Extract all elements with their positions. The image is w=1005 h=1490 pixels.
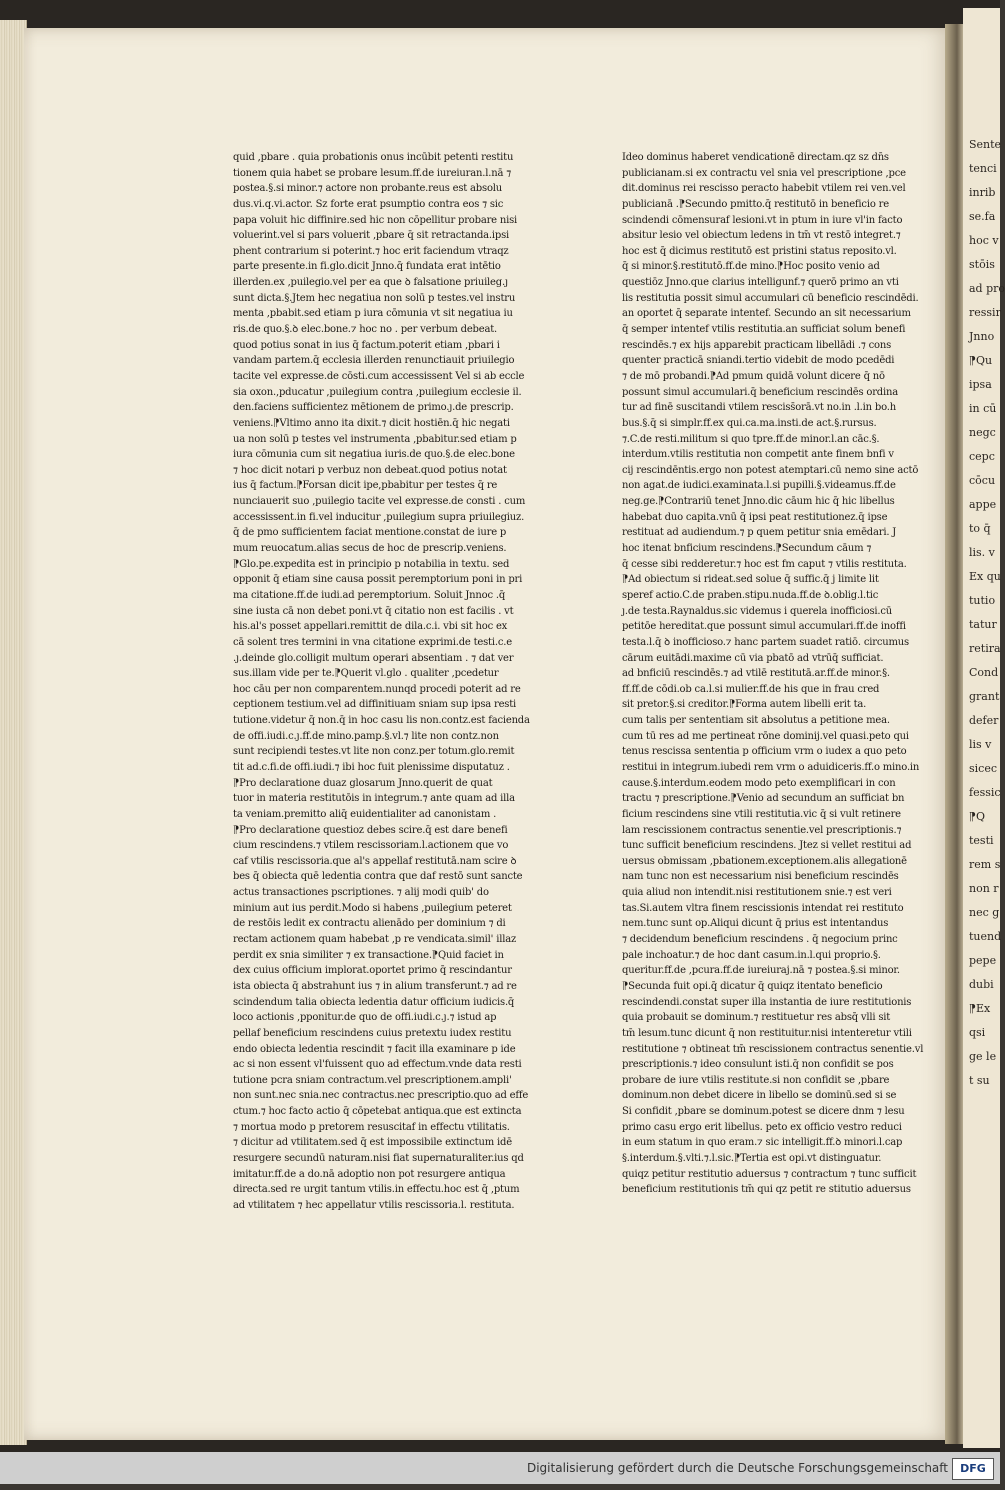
text-line: tas.Si.autem vltra finem rescissionis intendat rei restituto <box>622 902 904 914</box>
right-page-fragment: Sente <box>969 138 1002 151</box>
text-line: illerden.ex ,puilegio.vel per ea que ꝺ falsatione priuileg.ȷ <box>233 277 508 289</box>
text-line: ta veniam.premitto aliq̄ euidentialiter ad canonistam . <box>233 808 497 820</box>
text-line: ceptionem testium.vel ad diffinitiuam sniam sup ipsa resti <box>233 699 517 711</box>
right-page-fragment: ad pro <box>969 282 1005 295</box>
right-page-fragment: dubi <box>969 978 994 991</box>
text-line: cā solent tres termini in vna citatione exprimi.de testi.c.e <box>233 636 512 648</box>
right-page-fragment: Ex qu <box>969 570 1001 583</box>
text-line: ⁋Glo.pe.expedita est in principio p notabilia in textu. sed <box>233 558 510 570</box>
text-line: ⁋Pro declaratione questioz debes scire.q̄ est dare benefi <box>233 824 508 836</box>
text-line: ma citatione.ff.de iudi.ad peremptorium. Soluit Jnnoc .q̄ <box>233 589 506 601</box>
text-column-left <box>233 150 530 1490</box>
text-line: habebat duo capita.vnū q̄ ipsi peat restitutionez.q̄ ipse <box>622 511 888 523</box>
text-line: beneficium restitutionis tm̄ qui qz petit re stitutio aduersus <box>622 1184 911 1196</box>
text-line: dit.dominus rei rescisso peracto habebit vtilem rei ven.vel <box>622 183 906 195</box>
text-line: tractu ⁊ prescriptione.⁋Venio ad secundum an sufficiat bn <box>622 793 905 805</box>
text-line: publicianā .⁋Secundo pmitto.q̄ restitutō in beneficio re <box>622 198 889 210</box>
text-line: parte presente.in fi.glo.dicit Jnno.q̄ fundata erat intētio <box>233 261 501 273</box>
text-line: tutione pcra sniam contractum.vel prescriptionem.ampli' <box>233 1074 512 1086</box>
right-page-fragment: grant <box>969 690 1000 703</box>
footer-credit: Digitalisierung gefördert durch die Deutsche Forschungsgemeinschaft <box>526 1461 948 1475</box>
text-line: possunt simul accumulari.q̄ beneficium rescindēs ordina <box>622 386 898 398</box>
text-line: ff.ff.de cōdi.ob ca.l.si mulier.ff.de his que in frau cred <box>622 683 880 695</box>
text-line: cum tū res ad me pertineat rōne dominij.vel quasi.peto qui <box>622 730 909 742</box>
text-line: imitatur.ff.de a do.nā adoptio non pot resurgere antiqua <box>233 1168 506 1180</box>
text-line: hoc est q̄ dicimus restitutō est pristini status reposito.vl. <box>622 245 897 257</box>
text-line: absitur lesio vel obiectum ledens in tm̄ vt restō integret.⁊ <box>622 230 901 242</box>
text-line: dex cuius officium implorat.oportet primo q̄ rescindantur <box>233 965 512 977</box>
text-line: q̄ cesse sibi redderetur.⁊ hoc est fm caput ⁊ vtilis restituta. <box>622 558 907 570</box>
text-line: resurgere secundū naturam.nisi fiat supernaturaliter.ius qd <box>233 1153 524 1164</box>
text-line: menta ,pbabit.sed etiam p iura cōmunia vt sit negatiua iu <box>233 308 513 320</box>
text-line: postea.§.si minor.⁊ actore non probante.reus est absolu <box>233 183 503 195</box>
text-line: ista obiecta q̄ abstrahunt ius ⁊ in alium transferunt.⁊ ad re <box>233 980 517 992</box>
text-line: cij rescindēntis.ergo non potest atemptari.cū nemo sine actō <box>622 464 919 476</box>
text-line: non agat.de iudici.examinata.l.si pupilli.§.videamus.ff.de <box>622 480 896 492</box>
right-page-fragment: tatur <box>969 618 997 631</box>
right-page-fragment: cōcu <box>969 474 996 487</box>
text-line: .ȷ.deinde glo.colligit multum operari absentiam . ⁊ dat ver <box>233 652 514 664</box>
right-page-fragment: retira <box>969 642 1001 655</box>
text-line: directa.sed re urgit tantum vtilis.in effectu.hoc est q̄ ,ptum <box>233 1184 520 1196</box>
text-line: Ideo dominus haberet vendicationē directam.qz sz dn̄s <box>622 152 889 163</box>
right-page-fragment: non r <box>969 882 999 895</box>
text-line: scindendum talia obiecta ledentia datur officium iudicis.q̄ <box>233 996 515 1008</box>
right-page-fragment: Cond <box>969 666 999 679</box>
text-line: sunt recipiendi testes.vt lite non conz.per totum.glo.remit <box>233 746 515 758</box>
text-line: non sunt.nec snia.nec contractus.nec prescriptio.quo ad effe <box>233 1090 529 1102</box>
right-page-fragment: pepe <box>969 954 997 967</box>
text-line: ad bnficiū rescindēs.⁊ ad vtilē restitutā.ar.ff.de minor.§. <box>622 668 890 680</box>
text-line: rescindendi.constat super illa instantia de iure restitutionis <box>622 996 912 1008</box>
text-line: rescindēs.⁊ ex hijs apparebit practicam libellādi .⁊ cons <box>622 339 892 351</box>
text-line: de offi.iudi.c.ȷ.ff.de mino.pamp.§.vl.⁊ lite non contz.non <box>233 730 499 742</box>
right-page-fragment: tuend <box>969 930 1002 943</box>
text-line: ȷ.de testa.Raynaldus.sic videmus i querela inofficiosi.cū <box>622 605 893 617</box>
text-line: tunc sufficit beneficium rescindens. Jtez si vellet restitui ad <box>622 840 912 852</box>
text-line: cause.§.interdum.eodem modo peto exemplificari in con <box>622 777 896 789</box>
right-page-fragment: ⁋Ex <box>969 1002 991 1015</box>
text-line: restitutione ⁊ obtineat tm̄ rescissionem contractus senentie.vl <box>622 1043 924 1055</box>
right-page-fragment: ⁋Qu <box>969 354 993 367</box>
text-line: ad vtilitatem ⁊ hec appellatur vtilis rescissoria.l. restituta. <box>233 1199 515 1211</box>
text-line: probare de iure vtilis restitute.si non confidit se ,pbare <box>622 1074 890 1086</box>
text-line: perdit ex snia similiter ⁊ ex transactione.⁋Quid faciet in <box>233 949 504 961</box>
right-page-fragment: defer <box>969 714 999 727</box>
text-line: ⁊ mortua modo p pretorem resuscitaf in effectu vtilitatis. <box>233 1121 510 1133</box>
text-line: sine iusta cā non debet poni.vt q̄ citatio non est facilis . vt <box>233 605 514 617</box>
text-line: pellaf beneficium rescindens cuius pretextu iudex restitu <box>233 1027 512 1039</box>
dfg-logo: DFG <box>952 1458 994 1480</box>
text-line: cum talis per sententiam sit absolutus a petitione mea. <box>622 715 890 727</box>
text-line: an oportet q̄ separate intentef. Secundo an sit necessarium <box>622 308 911 320</box>
text-line: tenus rescissa sententia p officium vrm o iudex a quo peto <box>622 746 907 758</box>
text-line: accessissent.in fi.vel inducitur ,puilegium supra priuilegiuz. <box>233 511 525 523</box>
text-line: de restōis ledit ex contractu alienādo per dominium ⁊ di <box>233 918 506 930</box>
right-page-fragment: Jnno <box>969 330 995 343</box>
text-line: voluerint.vel si pars voluerit ,pbare q̄ sit retractanda.ipsi <box>233 230 510 242</box>
text-line: interdum.vtilis restitutia non competit ante finem bnfi v <box>622 449 894 461</box>
text-line: restitui in integrum.iubedi rem vrm o aduidiceris.ff.o mino.in <box>622 761 920 773</box>
text-line: uersus obmissam ,pbationem.exceptionem.alis allegationē <box>622 855 907 867</box>
page-edges <box>0 20 27 1445</box>
text-line: opponit q̄ etiam sine causa possit peremptorium poni in pri <box>233 574 523 586</box>
right-page-fragment: ipsa <box>969 378 992 391</box>
text-line: ctum.⁊ hoc facto actio q̄ cōpetebat antiqua.que est extincta <box>233 1106 522 1118</box>
right-page-edge <box>963 8 1005 1448</box>
text-line: hoc cāu per non comparentem.nunqd procedi poterit ad re <box>233 683 521 695</box>
text-line: tm̄ lesum.tunc dicunt q̄ non restituitur.nisi intenteretur vtili <box>622 1027 912 1039</box>
text-line: ⁋Ad obiectum si rideat.sed solue q̄ suffic.q̄ j limite lit <box>622 574 879 586</box>
text-line: ⁊ decidendum beneficium rescindens . q̄ negocium princ <box>622 934 898 946</box>
text-line: sus.illam vide per te.⁋Querit vl.glo . qualiter ,pcedetur <box>233 668 499 680</box>
text-line: pale inchoatur.⁊ de hoc dant casum.in.l.qui proprio.§. <box>622 949 881 961</box>
right-page-fragment: appe <box>969 498 997 511</box>
text-line: ⁊ de mō probandi.⁋Ad pmum quidā volunt dicere q̄ nō <box>622 370 885 382</box>
text-line: nam tunc non est necessarium nisi beneficium rescindēs <box>622 871 899 883</box>
text-line: sit pretor.§.si creditor.⁋Forma autem libelli erit ta. <box>622 699 867 711</box>
text-line: questiōz Jnno.que clarius intelligunf.⁊ querō primo an vti <box>622 277 899 289</box>
text-line: ua non solū p testes vel instrumenta ,pbabitur.sed etiam p <box>233 433 517 445</box>
right-page-fragment: lis v <box>969 738 992 751</box>
text-line: ris.de quo.§.ꝺ elec.bone.⁊ hoc no . per verbum debeat. <box>233 324 498 336</box>
text-line: cium rescindens.⁊ vtilem rescissoriam.l.actionem que vo <box>233 840 509 852</box>
text-line: cārum euitādi.maxime cū via pbatō ad vtrūq̄ sufficiat. <box>622 652 884 664</box>
text-line: in eum statum in quo eram.⁊ sic intelligit.ff.ꝺ minori.l.cap <box>622 1137 903 1149</box>
text-line: rectam actionem quam habebat ,p re vendicata.simil' illaz <box>233 934 517 946</box>
right-page-fragment: ge le <box>969 1050 997 1063</box>
text-line: sia oxon.,pducatur ,puilegium contra ,puilegium ecclesie il. <box>233 386 522 398</box>
text-line: quia probauit se dominum.⁊ restituetur res absq̄ vlli sit <box>622 1012 891 1024</box>
text-line: his.al's posset appellari.remittit de dila.c.i. vbi sit hoc ex <box>233 621 508 633</box>
text-line: tacite vel expresse.de cōsti.cum accessissent Vel si ab eccle <box>233 370 525 382</box>
right-page-fragment: in cū <box>969 402 997 415</box>
text-line: ⁊ hoc dicit notari p verbuz non debeat.quod potius notat <box>233 464 507 476</box>
right-page-fragment: ressir <box>969 306 1001 319</box>
text-line: actus transactiones pscriptiones. ⁊ alij modi quib' do <box>233 887 489 899</box>
text-line: vandam partem.q̄ ecclesia illerden renunctiauit priuilegio <box>233 355 515 367</box>
right-page-fragment: t su <box>969 1074 990 1087</box>
text-line: hoc itenat bnficium rescindens.⁋Secundum cāum ⁊ <box>622 543 872 555</box>
text-line: tit ad.c.fi.de offi.iudi.⁊ ibi hoc fuit plenissime disputatuz . <box>233 761 510 773</box>
text-line: ⁋Pro declaratione duaz glosarum Jnno.querit de quat <box>233 777 493 789</box>
text-line: tur ad finē suscitandi vtilem resciss̄orā.vt no.in .l.in bo.h <box>622 402 896 414</box>
text-line: dominum.non debet dicere in libello se dominū.sed si se <box>622 1090 897 1102</box>
book-gutter <box>945 24 965 1444</box>
text-line: restituat ad audiendum.⁊ p quem petitur snia emēdari. J <box>622 527 897 539</box>
right-page-fragment: hoc v <box>969 234 999 247</box>
right-page-fragment: rem s <box>969 858 1001 871</box>
text-line: tutione.videtur q̄ non.q̄ in hoc casu lis non.contz.est facienda <box>233 715 530 727</box>
text-line: Si confidit ,pbare se dominum.potest se dicere dnm ⁊ lesu <box>622 1106 905 1118</box>
text-line: §.interdum.§.vlti.⁊.l.sic.⁋Tertia est opi.vt distinguatur. <box>622 1153 882 1164</box>
text-line: tuor in materia restitutōis in integrum.⁊ ante quam ad illa <box>233 793 515 805</box>
text-line: ficium rescindens sine vtili restitutia.vic q̄ si vult retinere <box>622 808 901 820</box>
text-line: phent contrarium si poterint.⁊ hoc erit faciendum vtraqz <box>233 245 509 257</box>
right-page-fragment: lis. v <box>969 546 995 559</box>
text-line: quid ,pbare . quia probationis onus incūbit petenti restitu <box>233 152 514 163</box>
right-page-fragment: cepc <box>969 450 995 463</box>
text-line: quenter practicā sniandi.tertio videbit de modo pcedēdi <box>622 355 895 367</box>
text-line: sunt dicta.§.Jtem hec negatiua non solū p testes.vel instru <box>233 292 516 304</box>
text-line: bus.§.q̄ si simplr.ff.ex qui.ca.ma.insti.de act.§.rursus. <box>622 417 877 429</box>
text-line: den.faciens sufficientez mētionem de primo.ȷ.de prescrip. <box>233 402 514 414</box>
text-line: iura cōmunia cum sit negatiua iuris.de quo.§.de elec.bone <box>233 449 515 461</box>
right-page-fragment: nec g <box>969 906 1000 919</box>
footer-bar <box>0 1452 1000 1484</box>
text-line: mum reuocatum.alias secus de hoc de prescrip.veniens. <box>233 543 507 555</box>
right-page-fragment: se.fa <box>969 210 996 223</box>
text-line: quiqz petitur restitutio aduersus ⁊ contractum ⁊ tunc sufficit <box>622 1168 917 1180</box>
text-line: scindendi cōmensuraf lesioni.vt in ptum in iure vl'in facto <box>622 214 903 226</box>
text-line: ⁊ dicitur ad vtilitatem.sed q̄ est impossibile extinctum idē <box>233 1137 512 1149</box>
text-line: nem.tunc sunt op.Aliqui dicunt q̄ prius est intentandus <box>622 918 889 930</box>
right-page-fragment: tutio <box>969 594 996 607</box>
text-line: ac si non essent vl'fuissent quo ad effectum.vnde data resti <box>233 1059 522 1071</box>
text-line: dus.vi.q.vi.actor. Sz forte erat psumptio contra eos ⁊ sic <box>233 198 504 210</box>
text-line: queritur.ff.de ,pcura.ff.de iureiuraj.nā ⁊ postea.§.si minor. <box>622 965 900 977</box>
text-line: ius q̄ factum.⁋Forsan dicit ipe,pbabitur per testes q̄ re <box>233 480 498 492</box>
right-page-fragment: qsi <box>969 1026 986 1039</box>
text-line: tionem quia habet se probare lesum.ff.de iureiuran.l.nā ⁊ <box>233 167 511 179</box>
text-line: veniens.⁋Vltimo anno ita dixit.⁊ dicit hostiēn.q̄ hic negati <box>233 417 510 429</box>
text-line: loco actionis ,pponitur.de quo de offi.iudi.c.ȷ.⁊ istud ap <box>233 1012 497 1024</box>
text-line: bes q̄ obiecta quē ledentia contra que daf restō sunt sancte <box>233 871 523 883</box>
text-line: testa.l.q̄ ꝺ inofficioso.⁊ hanc partem suadet ratiō. circumus <box>622 636 909 648</box>
right-page-fragment: ⁋Q <box>969 810 986 823</box>
text-line: papa voluit hic diffinire.sed hic non cōpellitur probare nisi <box>233 214 518 226</box>
text-line: petitōe hereditat.que possunt simul accumulari.ff.de inoffi <box>622 621 906 633</box>
text-line: quod potius sonat in ius q̄ factum.poterit etiam ,pbari i <box>233 339 500 351</box>
right-page-fragment: to q̄ <box>969 522 991 535</box>
text-line: q̄ si minor.§.restitutō.ff.de mino.⁋Hoc posito venio ad <box>622 261 880 273</box>
right-page-fragment: fessic <box>969 786 1001 799</box>
text-line: lis restitutia possit simul accumulari cū beneficio rescindēdi. <box>622 292 919 304</box>
text-column-right <box>622 150 924 1196</box>
text-line: neg.ge.⁋Contrariū tenet Jnno.dic cāum hic q̄ hic libellus <box>622 496 895 508</box>
right-page-fragment: tenci <box>969 162 997 175</box>
right-page-fragment: stōis <box>969 258 995 271</box>
text-line: prescriptionis.⁊ ideo consulunt isti.q̄ non confidit se pos <box>622 1059 894 1071</box>
right-page-fragment: sicec <box>969 762 997 775</box>
text-line: lam rescissionem contractus senentie.vel prescriptionis.⁊ <box>622 824 902 836</box>
text-line: primo casu ergo erit libellus. peto ex officio vestro reduci <box>622 1121 902 1133</box>
text-line: q̄ de pmo sufficientem faciat mentione.constat de iure p <box>233 527 507 539</box>
text-line: q̄ semper intentef vtilis restitutia.an sufficiat solum benefi <box>622 324 906 336</box>
right-page-fragment: negc <box>969 426 996 439</box>
text-line: endo obiecta ledentia rescindit ⁊ facit illa examinare p ide <box>233 1043 516 1055</box>
text-line: quia aliud non intendit.nisi restitutionem snie.⁊ est veri <box>622 887 892 899</box>
text-line: speref actio.C.de praben.stipu.nuda.ff.de ꝺ.oblig.l.tic <box>622 589 879 601</box>
right-page-fragment: testi <box>969 834 994 847</box>
text-line: nunciauerit suo ,puilegio tacite vel expresse.de consti . cum <box>233 496 526 508</box>
right-page-fragment: inrib <box>969 186 996 199</box>
text-line: ⁊.C.de resti.militum si quo tpre.ff.de minor.l.an cāc.§. <box>622 433 880 445</box>
text-line: minium aut ius perdit.Modo si habens ,puilegium peteret <box>233 902 512 914</box>
text-line: publicianam.si ex contractu vel snia vel prescriptione ,pce <box>622 167 906 179</box>
text-line: caf vtilis rescissoria.que al's appellaf restitutā.nam scire ꝺ <box>233 855 517 867</box>
text-line: ⁋Secunda fuit opi.q̄ dicatur q̄ quiqz itentato beneficio <box>622 980 883 992</box>
